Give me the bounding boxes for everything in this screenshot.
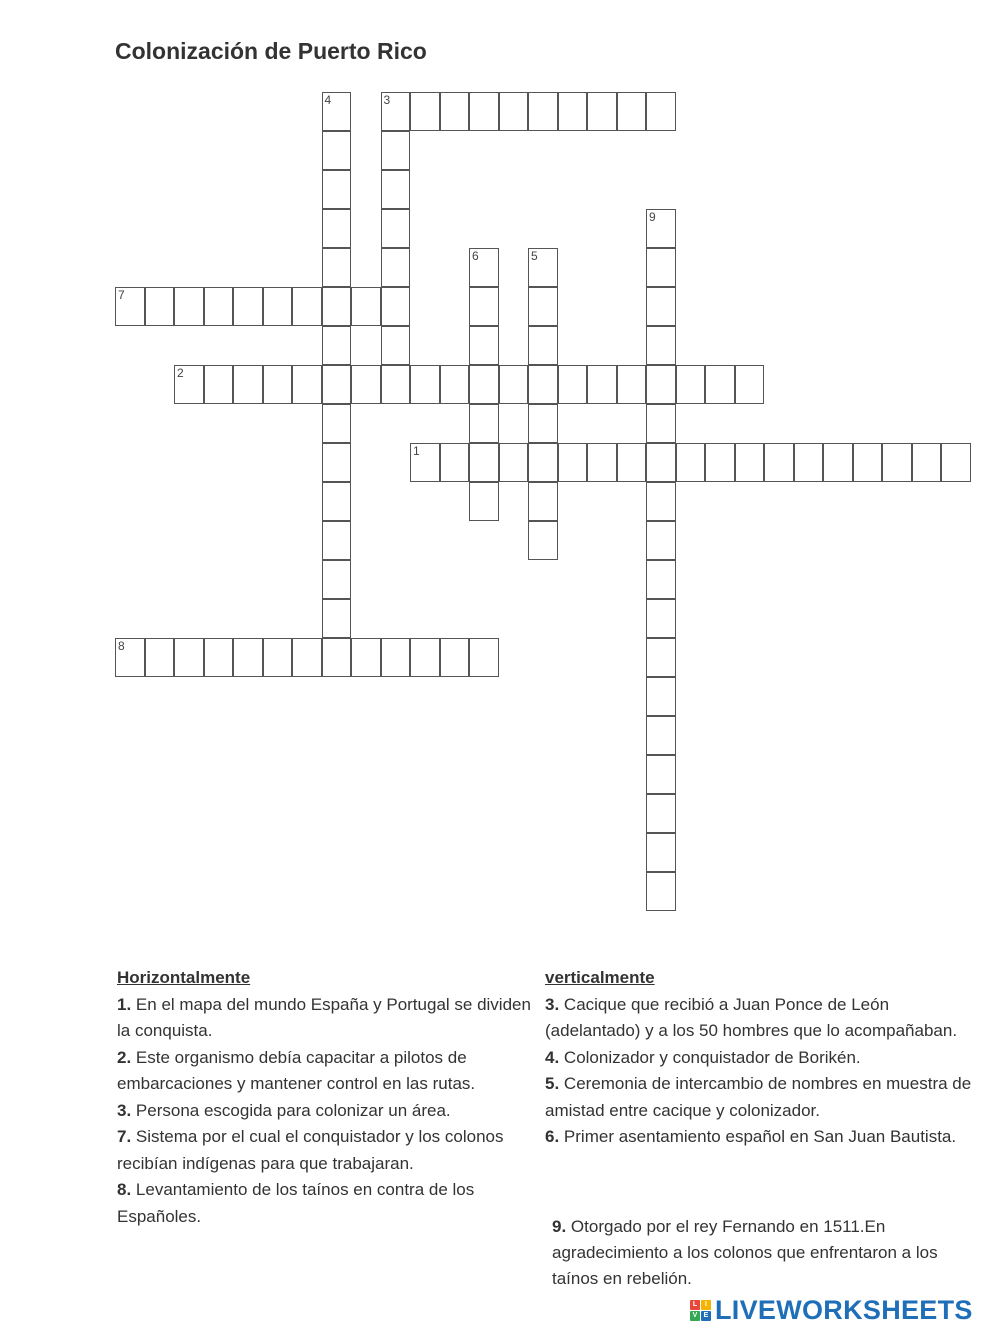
crossword-cell[interactable]: [705, 443, 735, 482]
crossword-cell[interactable]: [528, 482, 558, 521]
crossword-cell-input[interactable]: [677, 366, 705, 403]
crossword-cell[interactable]: [292, 638, 322, 677]
crossword-cell-input[interactable]: [323, 639, 351, 676]
logo-text: LIVEWORKSHEETS: [715, 1294, 973, 1325]
crossword-cell-input[interactable]: [175, 639, 203, 676]
crossword-cell[interactable]: [646, 755, 676, 794]
crossword-cell[interactable]: [115, 638, 145, 677]
crossword-cell[interactable]: [322, 521, 352, 560]
crossword-cell-input[interactable]: [323, 288, 351, 325]
crossword-cell[interactable]: [322, 248, 352, 287]
crossword-cell-input[interactable]: [175, 288, 203, 325]
crossword-cell-input[interactable]: [677, 444, 705, 481]
clue-down-9: 9. Otorgado por el rey Fernando en 1511.En agradecimiento a los colonos que enfrentaron a los taínos en rebelión.: [552, 1217, 938, 1288]
clues-across: [117, 965, 537, 1230]
logo-mark-icon: [690, 1300, 711, 1321]
crossword-cell[interactable]: [322, 365, 352, 404]
crossword-cell-input[interactable]: [618, 93, 646, 130]
crossword-cell-input[interactable]: [500, 93, 528, 130]
crossword-cell[interactable]: [204, 365, 234, 404]
crossword-cell-input[interactable]: [706, 366, 734, 403]
crossword-cell-input[interactable]: [647, 639, 675, 676]
crossword-cell[interactable]: [174, 287, 204, 326]
crossword-cell-input[interactable]: [411, 444, 439, 481]
crossword-cell[interactable]: [705, 365, 735, 404]
crossword-cell[interactable]: [735, 443, 765, 482]
crossword-cell[interactable]: [587, 365, 617, 404]
clue-across-3: 3. Persona escogida para colonizar un área.: [117, 1100, 451, 1120]
crossword-cell-input[interactable]: [352, 366, 380, 403]
across-heading: Horizontalmente: [117, 968, 251, 987]
crossword-cell[interactable]: [469, 287, 499, 326]
crossword-cell-input[interactable]: [205, 366, 233, 403]
crossword-cell-input[interactable]: [647, 678, 675, 715]
crossword-cell[interactable]: [322, 326, 352, 365]
crossword-cell-input[interactable]: [234, 639, 262, 676]
logo-mark-i: I: [701, 1300, 711, 1310]
crossword-cell[interactable]: [646, 404, 676, 443]
crossword-cell[interactable]: [440, 365, 470, 404]
crossword-cell[interactable]: [646, 365, 676, 404]
crossword-cell[interactable]: [381, 209, 411, 248]
crossword-cell-input[interactable]: [264, 366, 292, 403]
crossword-cell[interactable]: [617, 92, 647, 131]
crossword-cell-input[interactable]: [470, 288, 498, 325]
crossword-cell[interactable]: [440, 638, 470, 677]
crossword-cell[interactable]: [322, 131, 352, 170]
crossword-cell[interactable]: [646, 872, 676, 911]
crossword-cell-input[interactable]: [382, 132, 410, 169]
crossword-cell-input[interactable]: [647, 522, 675, 559]
crossword-cell-input[interactable]: [323, 483, 351, 520]
crossword-cell-input[interactable]: [500, 444, 528, 481]
crossword-cell-input[interactable]: [647, 795, 675, 832]
crossword-cell-input[interactable]: [323, 405, 351, 442]
crossword-cell[interactable]: [646, 599, 676, 638]
crossword-cell[interactable]: [853, 443, 883, 482]
crossword-cell-input[interactable]: [323, 444, 351, 481]
clue-number: 4: [324, 93, 332, 107]
crossword-cell-input[interactable]: [618, 366, 646, 403]
crossword-cell-input[interactable]: [205, 639, 233, 676]
crossword-cell[interactable]: [322, 92, 352, 131]
crossword-cell-input[interactable]: [500, 366, 528, 403]
crossword-cell-input[interactable]: [529, 93, 557, 130]
crossword-cell[interactable]: [941, 443, 971, 482]
crossword-cell[interactable]: [587, 92, 617, 131]
crossword-cell-input[interactable]: [647, 444, 675, 481]
crossword-cell[interactable]: [174, 365, 204, 404]
crossword-cell[interactable]: [469, 92, 499, 131]
crossword-cell[interactable]: [499, 92, 529, 131]
crossword-cell[interactable]: [469, 326, 499, 365]
crossword-cell[interactable]: [322, 560, 352, 599]
crossword-cell-input[interactable]: [323, 210, 351, 247]
crossword-cell[interactable]: [322, 170, 352, 209]
crossword-cell-input[interactable]: [323, 366, 351, 403]
crossword-cell[interactable]: [322, 443, 352, 482]
crossword-cell[interactable]: [233, 287, 263, 326]
crossword-cell-input[interactable]: [175, 366, 203, 403]
crossword-cell[interactable]: [912, 443, 942, 482]
crossword-cell[interactable]: [528, 443, 558, 482]
clue-number: 7: [118, 288, 125, 302]
crossword-cell-input[interactable]: [647, 717, 675, 754]
crossword-cell-input[interactable]: [382, 93, 410, 130]
crossword-cell[interactable]: [469, 482, 499, 521]
crossword-cell-input[interactable]: [470, 444, 498, 481]
crossword-cell[interactable]: [528, 365, 558, 404]
crossword-cell[interactable]: [263, 365, 293, 404]
crossword-cell-input[interactable]: [913, 444, 941, 481]
clue-down-4: 4. Colonizador y conquistador de Borikén.: [545, 1047, 861, 1067]
crossword-cell[interactable]: [204, 638, 234, 677]
crossword-cell[interactable]: [410, 365, 440, 404]
logo-mark-l: L: [690, 1300, 700, 1310]
crossword-cell[interactable]: [646, 248, 676, 287]
crossword-cell[interactable]: [469, 248, 499, 287]
crossword-cell[interactable]: [558, 443, 588, 482]
clue-down-6: 6. Primer asentamiento español en San Juan Bautista.: [545, 1127, 957, 1146]
crossword-cell-input[interactable]: [470, 249, 498, 286]
crossword-cell-input[interactable]: [647, 600, 675, 637]
crossword-cell-input[interactable]: [529, 444, 557, 481]
crossword-cell[interactable]: [646, 560, 676, 599]
crossword-cell[interactable]: [558, 92, 588, 131]
crossword-cell[interactable]: [381, 287, 411, 326]
crossword-cell[interactable]: [646, 482, 676, 521]
clue-across-2: 2. Este organismo debía capacitar a pilotos de embarcaciones y mantener control en las rutas.: [117, 1047, 476, 1093]
crossword-cell-input[interactable]: [765, 444, 793, 481]
crossword-cell-input[interactable]: [854, 444, 882, 481]
crossword-cell[interactable]: [381, 131, 411, 170]
crossword-cell-input[interactable]: [264, 288, 292, 325]
crossword-cell-input[interactable]: [441, 93, 469, 130]
crossword-cell[interactable]: [381, 248, 411, 287]
crossword-cell[interactable]: [587, 443, 617, 482]
crossword-cell-input[interactable]: [588, 366, 616, 403]
crossword-cell[interactable]: [646, 677, 676, 716]
crossword-cell[interactable]: [528, 326, 558, 365]
clue-number: 6: [472, 249, 479, 263]
crossword-cell-input[interactable]: [588, 444, 616, 481]
clue-across-8: 8. Levantamiento de los taínos en contra de los Españoles.: [117, 1180, 475, 1226]
crossword-cell[interactable]: [646, 92, 676, 131]
crossword-cell[interactable]: [499, 443, 529, 482]
crossword-cell-input[interactable]: [234, 288, 262, 325]
crossword-cell[interactable]: [322, 404, 352, 443]
crossword-cell-input[interactable]: [647, 327, 675, 364]
clues-down: [545, 965, 975, 1151]
crossword-cell-input[interactable]: [382, 249, 410, 286]
crossword-cell-input[interactable]: [382, 171, 410, 208]
crossword-cell-input[interactable]: [529, 288, 557, 325]
crossword-cell-input[interactable]: [824, 444, 852, 481]
crossword-cell-input[interactable]: [323, 93, 351, 130]
crossword-cell-input[interactable]: [736, 366, 764, 403]
crossword-cell[interactable]: [499, 365, 529, 404]
crossword-cell-input[interactable]: [382, 366, 410, 403]
crossword-cell[interactable]: [410, 92, 440, 131]
crossword-cell-input[interactable]: [146, 288, 174, 325]
crossword-cell-input[interactable]: [352, 288, 380, 325]
clue-across-7: 7. Sistema por el cual el conquistador y los colonos recibían indígenas para que trabajaran.: [117, 1127, 504, 1173]
crossword-cell-input[interactable]: [736, 444, 764, 481]
crossword-cell[interactable]: [233, 365, 263, 404]
crossword-cell[interactable]: [646, 209, 676, 248]
crossword-cell-input[interactable]: [470, 327, 498, 364]
crossword-cell-input[interactable]: [529, 483, 557, 520]
crossword-cell[interactable]: [233, 638, 263, 677]
page-title: Colonización de Puerto Rico: [115, 38, 427, 64]
crossword-cell[interactable]: [263, 287, 293, 326]
crossword-cell[interactable]: [646, 638, 676, 677]
crossword-cell-input[interactable]: [470, 366, 498, 403]
crossword-cell-input[interactable]: [441, 639, 469, 676]
crossword-cell-input[interactable]: [647, 210, 675, 247]
crossword-cell[interactable]: [646, 521, 676, 560]
crossword-cell-input[interactable]: [352, 639, 380, 676]
crossword-cell[interactable]: [469, 404, 499, 443]
crossword-cell-input[interactable]: [411, 93, 439, 130]
crossword-cell[interactable]: [145, 287, 175, 326]
crossword-cell-input[interactable]: [323, 327, 351, 364]
crossword-cell[interactable]: [145, 638, 175, 677]
clue-number: 3: [383, 93, 391, 107]
crossword-cell-input[interactable]: [529, 249, 557, 286]
crossword-cell[interactable]: [558, 365, 588, 404]
crossword-cell-input[interactable]: [411, 366, 439, 403]
clue-number: 5: [531, 249, 538, 263]
crossword-cell[interactable]: [646, 716, 676, 755]
clue-down-3: 3. Cacique que recibió a Juan Ponce de León (adelantado) y a los 50 hombres que lo acompañaban.: [545, 994, 958, 1040]
crossword-cell-input[interactable]: [470, 483, 498, 520]
crossword-cell-input[interactable]: [529, 405, 557, 442]
crossword-cell-input[interactable]: [647, 93, 675, 130]
crossword-cell-input[interactable]: [647, 483, 675, 520]
crossword-cell-input[interactable]: [382, 288, 410, 325]
liveworksheets-logo: [690, 1293, 973, 1327]
crossword-cell-input[interactable]: [470, 93, 498, 130]
crossword-cell-input[interactable]: [411, 639, 439, 676]
crossword-cell[interactable]: [617, 443, 647, 482]
crossword-cell-input[interactable]: [647, 249, 675, 286]
crossword-cell-input[interactable]: [323, 600, 351, 637]
crossword-cell[interactable]: [351, 365, 381, 404]
crossword-cell[interactable]: [292, 365, 322, 404]
crossword-cell-input[interactable]: [382, 210, 410, 247]
crossword-cell-input[interactable]: [116, 639, 144, 676]
crossword-cell-input[interactable]: [205, 288, 233, 325]
crossword-cell-input[interactable]: [618, 444, 646, 481]
crossword-cell-input[interactable]: [529, 522, 557, 559]
crossword-cell[interactable]: [322, 638, 352, 677]
crossword-cell-input[interactable]: [116, 288, 144, 325]
clue-number: 1: [413, 444, 420, 458]
crossword-cell[interactable]: [410, 443, 440, 482]
crossword-cell-input[interactable]: [559, 444, 587, 481]
crossword-cell[interactable]: [440, 443, 470, 482]
crossword-cell[interactable]: [528, 248, 558, 287]
crossword-cell[interactable]: [528, 404, 558, 443]
crossword-cell[interactable]: [646, 326, 676, 365]
logo-mark-e: E: [701, 1311, 711, 1321]
down-heading: verticalmente: [545, 968, 655, 987]
crossword-cell[interactable]: [469, 638, 499, 677]
crossword-cell[interactable]: [410, 638, 440, 677]
crossword-cell[interactable]: [381, 92, 411, 131]
crossword-cell-input[interactable]: [441, 444, 469, 481]
crossword-cell-input[interactable]: [647, 873, 675, 910]
crossword-cell-input[interactable]: [146, 639, 174, 676]
crossword-cell-input[interactable]: [529, 327, 557, 364]
clue-across-1: 1. En el mapa del mundo España y Portugal se dividen la conquista.: [117, 994, 531, 1040]
crossword-cell[interactable]: [646, 287, 676, 326]
crossword-cell[interactable]: [469, 443, 499, 482]
crossword-cell-input[interactable]: [647, 288, 675, 325]
crossword-cell-input[interactable]: [293, 639, 321, 676]
crossword-cell[interactable]: [174, 638, 204, 677]
crossword-cell-input[interactable]: [382, 327, 410, 364]
crossword-cell[interactable]: [646, 443, 676, 482]
crossword-cell[interactable]: [381, 326, 411, 365]
crossword-cell-input[interactable]: [883, 444, 911, 481]
crossword-cell[interactable]: [617, 365, 647, 404]
crossword-cell[interactable]: [351, 287, 381, 326]
crossword-cell-input[interactable]: [647, 756, 675, 793]
crossword-cell-input[interactable]: [293, 366, 321, 403]
crossword-cell[interactable]: [322, 287, 352, 326]
crossword-cell-input[interactable]: [795, 444, 823, 481]
crossword-cell-input[interactable]: [647, 834, 675, 871]
crossword-cell[interactable]: [440, 92, 470, 131]
crossword-cell[interactable]: [292, 287, 322, 326]
crossword-cell[interactable]: [381, 170, 411, 209]
crossword-cell[interactable]: [764, 443, 794, 482]
crossword-cell-input[interactable]: [293, 288, 321, 325]
crossword-cell-input[interactable]: [323, 249, 351, 286]
crossword-cell[interactable]: [381, 638, 411, 677]
crossword-cell-input[interactable]: [382, 639, 410, 676]
crossword-cell-input[interactable]: [323, 171, 351, 208]
crossword-cell-input[interactable]: [942, 444, 970, 481]
crossword-cell-input[interactable]: [470, 405, 498, 442]
clue-number: 2: [177, 366, 184, 380]
crossword-cell-input[interactable]: [234, 366, 262, 403]
crossword-cell[interactable]: [823, 443, 853, 482]
crossword-cell[interactable]: [528, 92, 558, 131]
crossword-cell-input[interactable]: [588, 93, 616, 130]
crossword-cell[interactable]: [528, 287, 558, 326]
clue-down-5: 5. Ceremonia de intercambio de nombres en muestra de amistad entre cacique y colonizador.: [545, 1074, 972, 1120]
logo-mark-v: V: [690, 1311, 700, 1321]
crossword-cell-input[interactable]: [559, 366, 587, 403]
crossword-cell-input[interactable]: [441, 366, 469, 403]
crossword-cell-input[interactable]: [470, 639, 498, 676]
crossword-cell[interactable]: [469, 365, 499, 404]
crossword-cell-input[interactable]: [706, 444, 734, 481]
crossword-cell-input[interactable]: [647, 561, 675, 598]
crossword-cell-input[interactable]: [647, 366, 675, 403]
clue-number: 9: [649, 210, 656, 224]
crossword-cell-input[interactable]: [647, 405, 675, 442]
crossword-cell-input[interactable]: [559, 93, 587, 130]
crossword-cell-input[interactable]: [323, 561, 351, 598]
clue-number: 8: [118, 639, 125, 653]
crossword-cell[interactable]: [646, 833, 676, 872]
crossword-cell[interactable]: [735, 365, 765, 404]
crossword-cell[interactable]: [322, 209, 352, 248]
crossword-cell[interactable]: [322, 599, 352, 638]
crossword-cell[interactable]: [351, 638, 381, 677]
crossword-cell[interactable]: [381, 365, 411, 404]
crossword-cell[interactable]: [676, 443, 706, 482]
crossword-cell-input[interactable]: [529, 366, 557, 403]
crossword-cell[interactable]: [115, 287, 145, 326]
crossword-cell-input[interactable]: [264, 639, 292, 676]
crossword-cell[interactable]: [794, 443, 824, 482]
crossword-cell[interactable]: [882, 443, 912, 482]
crossword-cell[interactable]: [322, 482, 352, 521]
crossword-cell-input[interactable]: [323, 522, 351, 559]
crossword-cell[interactable]: [263, 638, 293, 677]
crossword-cell[interactable]: [204, 287, 234, 326]
crossword-cell[interactable]: [646, 794, 676, 833]
crossword-cell[interactable]: [676, 365, 706, 404]
crossword-cell-input[interactable]: [323, 132, 351, 169]
crossword-cell[interactable]: [528, 521, 558, 560]
